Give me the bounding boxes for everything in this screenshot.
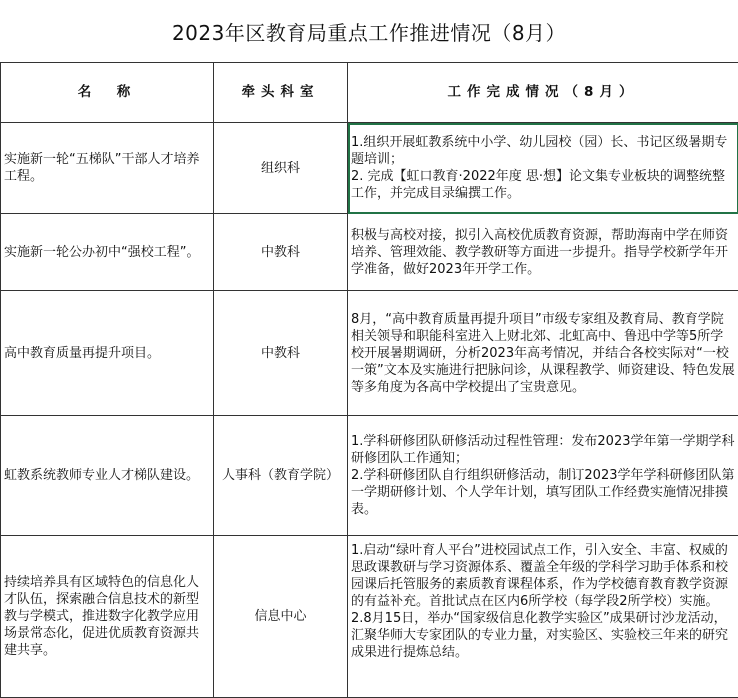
table-row xyxy=(1,214,738,291)
cell-work-selected[interactable] xyxy=(348,123,738,214)
header-row xyxy=(1,63,738,123)
table-row xyxy=(1,123,738,214)
header-dept[interactable]: 牵头科室 xyxy=(214,63,348,123)
cell-dept[interactable]: 中教科 xyxy=(214,291,348,416)
table-row xyxy=(1,416,738,536)
work-line: 2.学科研修团队自行组织研修活动，制订2023学年学科研修团队第一学期研修计划、个人学年计划，填写团队工作经费实施情况排摸表。 xyxy=(351,467,735,518)
cell-name[interactable]: 虹教系统教师专业人才梯队建设。 xyxy=(1,416,214,536)
work-line: 8月，“高中教育质量再提升项目”市级专家组及教育局、教育学院相关领导和职能科室进入上财北郊、北虹高中、鲁迅中学等5所学校开展暑期调研，分析2023年高考情况，并结合各校实际对“一校一策”文本及实施进行把脉问诊，从课程教学、师资建设、特色发展等多角度为各高中学校提出了宝贵意见。 xyxy=(351,311,735,396)
table-row xyxy=(1,536,738,698)
table-row xyxy=(1,291,738,416)
cell-dept[interactable]: 中教科 xyxy=(214,214,348,291)
work-progress-table xyxy=(0,62,738,698)
cell-work[interactable] xyxy=(348,416,738,536)
work-line: 1.学科研修团队研修活动过程性管理：发布2023学年第一学期学科研修团队工作通知； xyxy=(351,433,735,467)
cell-work[interactable] xyxy=(348,291,738,416)
cell-dept[interactable]: 信息中心 xyxy=(214,536,348,698)
work-line: 2.8月15日，举办“国家级信息化教学实验区”成果研讨沙龙活动，汇聚华师大专家团队的专业力量，对实验区、实验校三年来的研究成果进行提炼总结。 xyxy=(351,610,735,661)
cell-dept[interactable]: 人事科（教育学院） xyxy=(214,416,348,536)
work-line: 积极与高校对接，拟引入高校优质教育资源，帮助海南中学在师资培养、管理效能、教学教研等方面进一步提升。指导学校新学年开学准备，做好2023年开学工作。 xyxy=(351,227,735,278)
header-name[interactable]: 名 称 xyxy=(1,63,214,123)
work-line: 2. 完成【虹口教育·2022年度 思·想】论文集专业板块的调整统整工作，并完成目录编撰工作。 xyxy=(351,168,735,202)
cell-dept[interactable]: 组织科 xyxy=(214,123,348,214)
cell-work[interactable] xyxy=(348,536,738,698)
header-work[interactable]: 工作完成情况（8月） xyxy=(348,63,738,123)
work-line: 1.启动“绿叶育人平台”进校园试点工作，引入安全、丰富、权威的思政课教研与学习资源体系、覆盖全年级的学科学习助手体系和校园课后托管服务的素质教育课程体系，作为学校德育教育教学资源的有益补充。首批试点在区内6所学校（每学段2所学校）实施。 xyxy=(351,542,735,610)
cell-name[interactable]: 持续培养具有区域特色的信息化人才队伍，探索融合信息技术的新型教与学模式，推进数字化教学应用场景常态化，促进优质教育资源共建共享。 xyxy=(1,536,214,698)
work-line: 1.组织开展虹教系统中小学、幼儿园校（园）长、书记区级暑期专题培训； xyxy=(351,134,735,168)
page-title: 2023年区教育局重点工作推进情况（8月） xyxy=(0,0,738,62)
cell-name[interactable]: 实施新一轮公办初中“强校工程”。 xyxy=(1,214,214,291)
cell-work[interactable] xyxy=(348,214,738,291)
cell-name[interactable]: 实施新一轮“五梯队”干部人才培养工程。 xyxy=(1,123,214,214)
cell-name[interactable]: 高中教育质量再提升项目。 xyxy=(1,291,214,416)
